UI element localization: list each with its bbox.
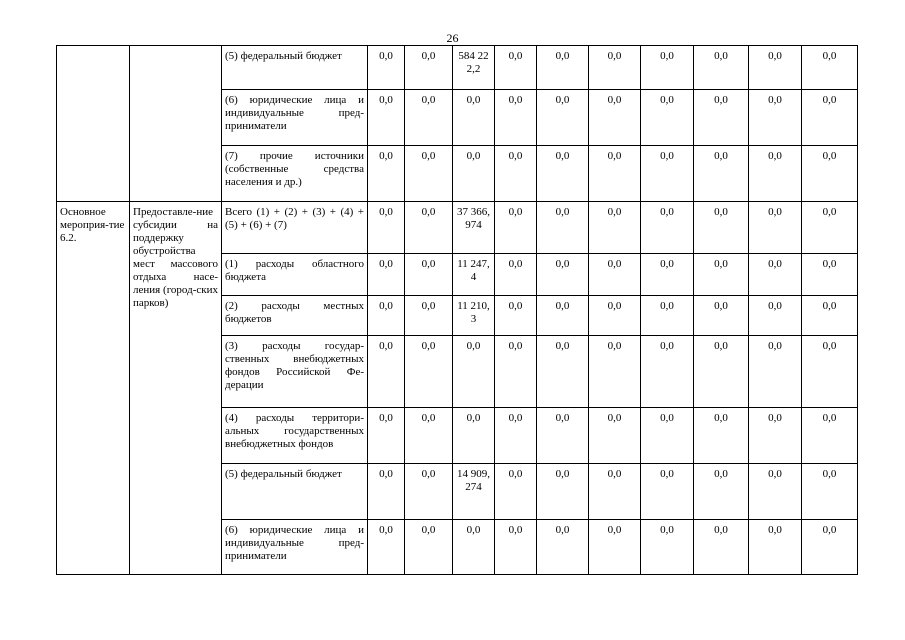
value-cell: 0,0 — [589, 408, 641, 464]
value-cell: 0,0 — [589, 464, 641, 520]
value-cell: 0,0 — [694, 46, 749, 90]
value-cell: 0,0 — [641, 46, 694, 90]
funding-source-label: Всего (1) + (2) + (3) + (4) + (5) + (6) + (7) — [222, 202, 368, 254]
measure-name-cell-empty — [130, 46, 222, 202]
value-cell: 0,0 — [802, 520, 858, 575]
value-cell: 14 909,274 — [453, 464, 495, 520]
value-cell: 0,0 — [802, 296, 858, 336]
value-cell: 0,0 — [537, 90, 589, 146]
measure-code-cell-empty — [57, 46, 130, 202]
value-cell: 0,0 — [368, 296, 405, 336]
value-cell: 0,0 — [589, 254, 641, 296]
value-cell: 0,0 — [368, 90, 405, 146]
value-cell: 0,0 — [405, 90, 453, 146]
value-cell: 0,0 — [749, 336, 802, 408]
value-cell: 0,0 — [749, 90, 802, 146]
value-cell: 0,0 — [641, 90, 694, 146]
value-cell: 0,0 — [641, 520, 694, 575]
value-cell: 0,0 — [495, 296, 537, 336]
value-cell: 0,0 — [453, 336, 495, 408]
measure-code-cell: Основное мероприя-тие 6.2. — [57, 202, 130, 575]
value-cell: 0,0 — [589, 296, 641, 336]
value-cell: 0,0 — [368, 336, 405, 408]
value-cell: 0,0 — [405, 202, 453, 254]
table-row — [57, 202, 858, 254]
value-cell: 0,0 — [405, 46, 453, 90]
value-cell: 0,0 — [694, 464, 749, 520]
value-cell: 0,0 — [453, 408, 495, 464]
funding-source-label: (2) расходы местных бюджетов — [222, 296, 368, 336]
value-cell: 0,0 — [368, 408, 405, 464]
value-cell: 0,0 — [641, 336, 694, 408]
value-cell: 0,0 — [641, 146, 694, 202]
value-cell: 0,0 — [749, 254, 802, 296]
value-cell: 0,0 — [694, 336, 749, 408]
value-cell: 0,0 — [802, 254, 858, 296]
value-cell: 0,0 — [749, 46, 802, 90]
funding-source-label: (1) расходы областного бюджета — [222, 254, 368, 296]
value-cell: 0,0 — [641, 202, 694, 254]
value-cell: 0,0 — [537, 146, 589, 202]
value-cell: 0,0 — [495, 464, 537, 520]
value-cell: 0,0 — [495, 46, 537, 90]
funding-source-label: (6) юридические лица и индивидуальные пред-приниматели — [222, 90, 368, 146]
value-cell: 0,0 — [368, 254, 405, 296]
value-cell: 0,0 — [589, 90, 641, 146]
value-cell: 0,0 — [537, 408, 589, 464]
value-cell: 0,0 — [694, 146, 749, 202]
funding-source-label: (5) федеральный бюджет — [222, 46, 368, 90]
value-cell: 0,0 — [802, 146, 858, 202]
value-cell: 11 247,4 — [453, 254, 495, 296]
value-cell: 0,0 — [405, 520, 453, 575]
value-cell: 0,0 — [589, 336, 641, 408]
value-cell: 0,0 — [802, 336, 858, 408]
value-cell: 0,0 — [495, 254, 537, 296]
value-cell: 0,0 — [641, 464, 694, 520]
value-cell: 0,0 — [495, 90, 537, 146]
value-cell: 11 210,3 — [453, 296, 495, 336]
value-cell: 0,0 — [589, 202, 641, 254]
value-cell: 0,0 — [694, 408, 749, 464]
value-cell: 0,0 — [495, 146, 537, 202]
value-cell: 37 366,974 — [453, 202, 495, 254]
value-cell: 0,0 — [405, 254, 453, 296]
value-cell: 0,0 — [537, 464, 589, 520]
value-cell: 0,0 — [749, 464, 802, 520]
value-cell: 0,0 — [802, 202, 858, 254]
value-cell: 0,0 — [641, 296, 694, 336]
value-cell: 0,0 — [749, 146, 802, 202]
value-cell: 0,0 — [368, 464, 405, 520]
value-cell: 0,0 — [368, 202, 405, 254]
value-cell: 0,0 — [495, 520, 537, 575]
value-cell: 0,0 — [368, 520, 405, 575]
value-cell: 0,0 — [694, 202, 749, 254]
value-cell: 0,0 — [537, 336, 589, 408]
value-cell: 0,0 — [405, 408, 453, 464]
value-cell: 0,0 — [405, 146, 453, 202]
value-cell: 0,0 — [405, 296, 453, 336]
funding-source-label: (6) юридические лица и индивидуальные пред-приниматели — [222, 520, 368, 575]
value-cell: 0,0 — [537, 46, 589, 90]
value-cell: 0,0 — [537, 520, 589, 575]
value-cell: 0,0 — [405, 336, 453, 408]
value-cell: 0,0 — [694, 90, 749, 146]
value-cell: 0,0 — [495, 408, 537, 464]
funding-source-label: (3) расходы государ-ственных внебюджетных фондов Российской Фе-дерации — [222, 336, 368, 408]
value-cell: 0,0 — [537, 202, 589, 254]
value-cell: 0,0 — [368, 46, 405, 90]
value-cell: 0,0 — [368, 146, 405, 202]
funding-source-label: (5) федеральный бюджет — [222, 464, 368, 520]
value-cell: 0,0 — [453, 520, 495, 575]
value-cell: 0,0 — [802, 408, 858, 464]
value-cell: 0,0 — [802, 90, 858, 146]
table-row — [57, 46, 858, 90]
value-cell: 0,0 — [802, 46, 858, 90]
value-cell: 0,0 — [749, 296, 802, 336]
value-cell: 0,0 — [537, 254, 589, 296]
value-cell: 0,0 — [495, 336, 537, 408]
value-cell: 0,0 — [694, 254, 749, 296]
value-cell: 0,0 — [749, 408, 802, 464]
value-cell: 584 222,2 — [453, 46, 495, 90]
value-cell: 0,0 — [694, 520, 749, 575]
value-cell: 0,0 — [537, 296, 589, 336]
value-cell: 0,0 — [749, 520, 802, 575]
value-cell: 0,0 — [453, 146, 495, 202]
value-cell: 0,0 — [802, 464, 858, 520]
value-cell: 0,0 — [405, 464, 453, 520]
value-cell: 0,0 — [589, 520, 641, 575]
value-cell: 0,0 — [641, 408, 694, 464]
funding-source-label: (4) расходы территори-альных государственных внебюджетных фондов — [222, 408, 368, 464]
value-cell: 0,0 — [453, 90, 495, 146]
funding-source-label: (7) прочие источники (собственные средства населения и др.) — [222, 146, 368, 202]
budget-table — [56, 45, 858, 575]
value-cell: 0,0 — [589, 46, 641, 90]
measure-name-cell: Предоставле-ние субсидии на поддержку обустройства мест массового отдыха насе-ления (город-ских парков) — [130, 202, 222, 575]
value-cell: 0,0 — [749, 202, 802, 254]
value-cell: 0,0 — [495, 202, 537, 254]
value-cell: 0,0 — [589, 146, 641, 202]
value-cell: 0,0 — [641, 254, 694, 296]
page-number: 26 — [446, 31, 459, 45]
value-cell: 0,0 — [694, 296, 749, 336]
